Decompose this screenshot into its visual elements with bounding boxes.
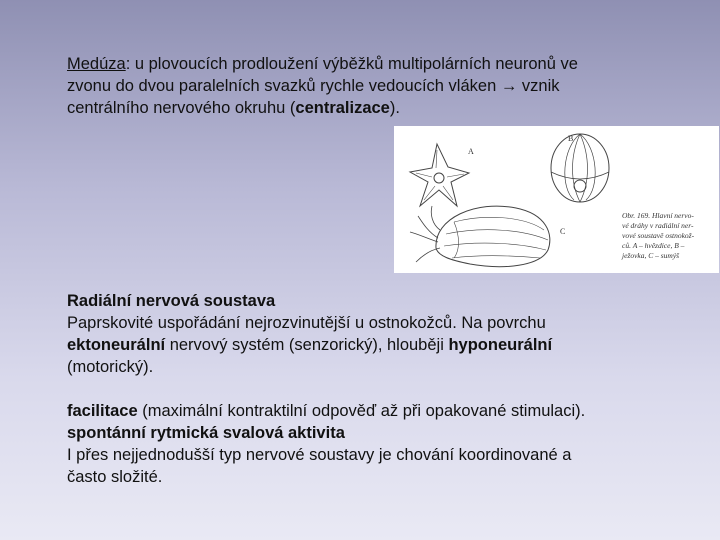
hyponeural-term: hyponeurální — [448, 336, 553, 354]
echinoderm-illustration — [394, 126, 719, 273]
figure-caption — [621, 211, 695, 260]
medusa-line-2: zvonu do dvou paralelních svazků rychle vedoucích vláken → vznik — [67, 77, 560, 95]
sea-cucumber-drawing — [410, 206, 550, 267]
medusa-text-1: : u plovoucích prodloužení výběžků multipolárních neuronů ve — [125, 55, 578, 73]
nervous-system-figure — [394, 126, 719, 273]
medusa-term: Medúza — [67, 55, 126, 73]
radial-heading: Radiální nervová soustava — [67, 292, 276, 310]
facilitation-text: (maximální kontraktilní odpověď až při opakované stimulaci). — [137, 402, 586, 420]
caption-line-2: vé dráhy v radiální ner- — [622, 221, 694, 230]
caption-line-3: vové soustavě ostnokož- — [622, 231, 695, 240]
radial-text-2b: nervový systém (senzorický), hlouběji — [165, 336, 449, 354]
medusa-text-3c: ). — [389, 99, 400, 117]
coordination-line-1: I přes nejjednodušší typ nervové soustavy je chování koordinované a — [67, 446, 572, 464]
caption-line-4: ců. A – hvězdice, B – — [622, 241, 685, 250]
medusa-line-1 — [67, 53, 667, 75]
facilitation-term: facilitace — [67, 402, 138, 420]
ectoneural-term: ektoneurální — [67, 336, 166, 354]
coordination-line-2: často složité. — [67, 468, 163, 486]
facilitation-line-1 — [67, 400, 687, 422]
radial-line-3: (motorický). — [67, 358, 154, 376]
facilitation-paragraph — [67, 400, 687, 488]
centralization-term: centralizace — [295, 99, 390, 117]
radial-line-1: Paprskovité uspořádání nejrozvinutější u ostnokožců. Na povrchu — [67, 314, 546, 332]
medusa-paragraph — [67, 53, 667, 119]
medusa-text-3a: centrálního nervového okruhu ( — [67, 99, 296, 117]
starfish-drawing — [410, 144, 469, 206]
caption-line-5: ježovka, C – sumýš — [622, 251, 680, 260]
radial-nervous-system-paragraph — [67, 290, 667, 378]
label-c: C — [560, 227, 566, 236]
radial-line-2 — [67, 334, 667, 356]
label-b: B — [568, 134, 574, 143]
label-a: A — [468, 147, 474, 156]
spontaneous-activity-line: spontánní rytmická svalová aktivita — [67, 424, 345, 442]
caption-line-1: Obr. 169. Hlavní nervo- — [622, 211, 694, 220]
sea-urchin-drawing — [551, 134, 609, 202]
medusa-line-3 — [67, 97, 667, 119]
